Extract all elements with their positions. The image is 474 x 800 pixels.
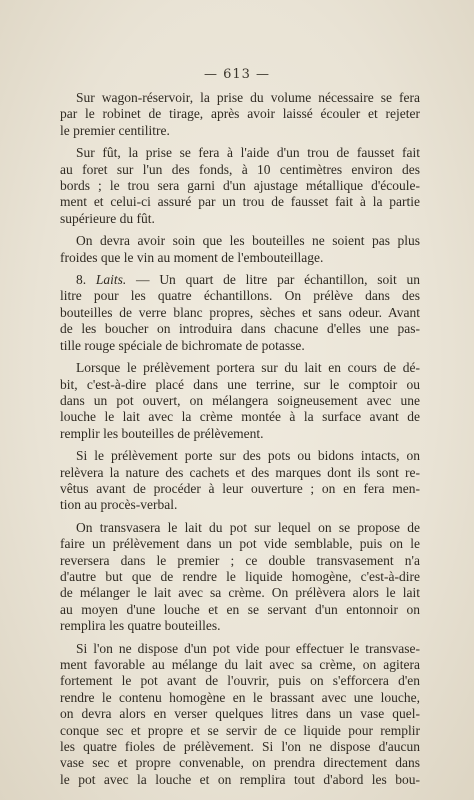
text-line: rendre le contenu homogène en le brassant avec une louche, bbox=[60, 689, 420, 705]
paragraph-1 bbox=[60, 90, 420, 139]
text-line: remplir les bouteilles de prélèvement. bbox=[60, 425, 264, 441]
paragraph-5 bbox=[60, 360, 420, 442]
text-line: relèvera la nature des cachets et des marques dont ils sont re- bbox=[60, 464, 420, 480]
text-line: Sur wagon-réservoir, la prise du volume nécessaire se fera bbox=[76, 90, 420, 105]
text-line: tille rouge spéciale de bichromate de potasse. bbox=[60, 337, 305, 353]
text-line: ment favorable au mélange du lait avec sa crème, on agitera bbox=[60, 657, 420, 672]
text-line: remplira les quatre bouteilles. bbox=[60, 618, 221, 634]
text-line: les quatre fioles de prélèvement. Si l'on ne dispose d'aucun bbox=[60, 739, 420, 755]
text-line: on devra alors en verser quelques litres dans un vase quel- bbox=[60, 706, 420, 722]
text-line: le premier centilitre. bbox=[60, 122, 170, 138]
text-line: au moyen d'une louche et en se servant d'un entonnoir on bbox=[60, 601, 420, 617]
section-title: Laits. bbox=[95, 272, 127, 288]
text-line: Lorsque le prélèvement portera sur du lait en cours de dé- bbox=[76, 360, 420, 376]
text-line: froides que le vin au moment de l'embouteillage. bbox=[60, 249, 324, 265]
paragraph-3 bbox=[60, 233, 420, 266]
text-line: d'autre but que de rendre le liquide homogène, c'est-à-dire bbox=[60, 568, 420, 584]
text-line: On devra avoir soin que les bouteilles ne soient pas plus bbox=[76, 233, 420, 249]
text-line: faire un prélèvement dans un pot vide semblable, puis on le bbox=[60, 536, 420, 552]
text-line: louche le lait avec la crème montée à la surface avant de bbox=[60, 409, 420, 425]
text-line: bords ; le trou sera garni d'un ajustage métallique d'écoule- bbox=[60, 178, 420, 194]
page-number: — 613 — bbox=[203, 67, 271, 82]
paragraph-7 bbox=[60, 520, 420, 635]
text-line: bit, c'est-à-dire placé dans une terrine, sur le comptoir ou bbox=[60, 376, 420, 392]
text-line: dans un pot ouvert, on mélangera soigneusement avec une bbox=[60, 392, 420, 408]
text-line: tion au procès-verbal. bbox=[60, 497, 178, 513]
text-line: bouteilles de verre blanc propres, sèches et sans odeur. Avant bbox=[60, 304, 420, 320]
text-line: Sur fût, la prise se fera à l'aide d'un trou de fausset fait bbox=[76, 145, 420, 161]
text-line: fortement le pot avant de l'ouvrir, puis on s'efforcera d'en bbox=[60, 673, 420, 689]
text-line: litre pour les quatre échantillons. On prélève dans des bbox=[60, 288, 420, 304]
section-number: 8. bbox=[76, 272, 87, 288]
text-line: supérieure du fût. bbox=[60, 210, 155, 226]
text-line: par le robinet de tirage, après avoir laissé écouler et rejeter bbox=[60, 106, 420, 122]
text-line: On transvasera le lait du pot sur lequel on se propose de bbox=[76, 519, 420, 535]
text-line: conque sec et propre et se servir de ce liquide pour remplir bbox=[60, 722, 420, 738]
text-line: ment et celui-ci assuré par un trou de fausset fait à la partie bbox=[60, 194, 420, 210]
text-line: vêtus avant de procéder à leur ouverture ; on en fera men- bbox=[60, 480, 420, 496]
section-heading-line bbox=[60, 272, 420, 288]
paragraph-2 bbox=[60, 145, 420, 227]
text-line: reversera dans le premier ; ce double transvasement n'a bbox=[60, 552, 420, 568]
text-line: vase sec et propre convenable, on prendra directement dans bbox=[60, 755, 420, 771]
text-line: le pot avec la louche et on remplira tout d'abord les bou- bbox=[60, 771, 420, 787]
page-body bbox=[60, 90, 420, 794]
text-line: Si l'on ne dispose d'un pot vide pour effectuer le transvase- bbox=[76, 640, 420, 656]
text-line: de mélanger le lait avec sa crème. On prélèvera alors le lait bbox=[60, 585, 420, 601]
paragraph-6 bbox=[60, 448, 420, 514]
text-line: — Un quart de litre par échantillon, soit un bbox=[126, 272, 420, 288]
paragraph-section-8 bbox=[60, 272, 420, 354]
text-line: Si le prélèvement porte sur des pots ou bidons intacts, on bbox=[76, 448, 420, 464]
text-line: de les boucher on introduira dans chacune d'elles une pas- bbox=[60, 321, 420, 337]
text-line: au foret sur l'un des fonds, à 10 centimètres environ des bbox=[60, 161, 420, 177]
paragraph-8 bbox=[60, 641, 420, 789]
